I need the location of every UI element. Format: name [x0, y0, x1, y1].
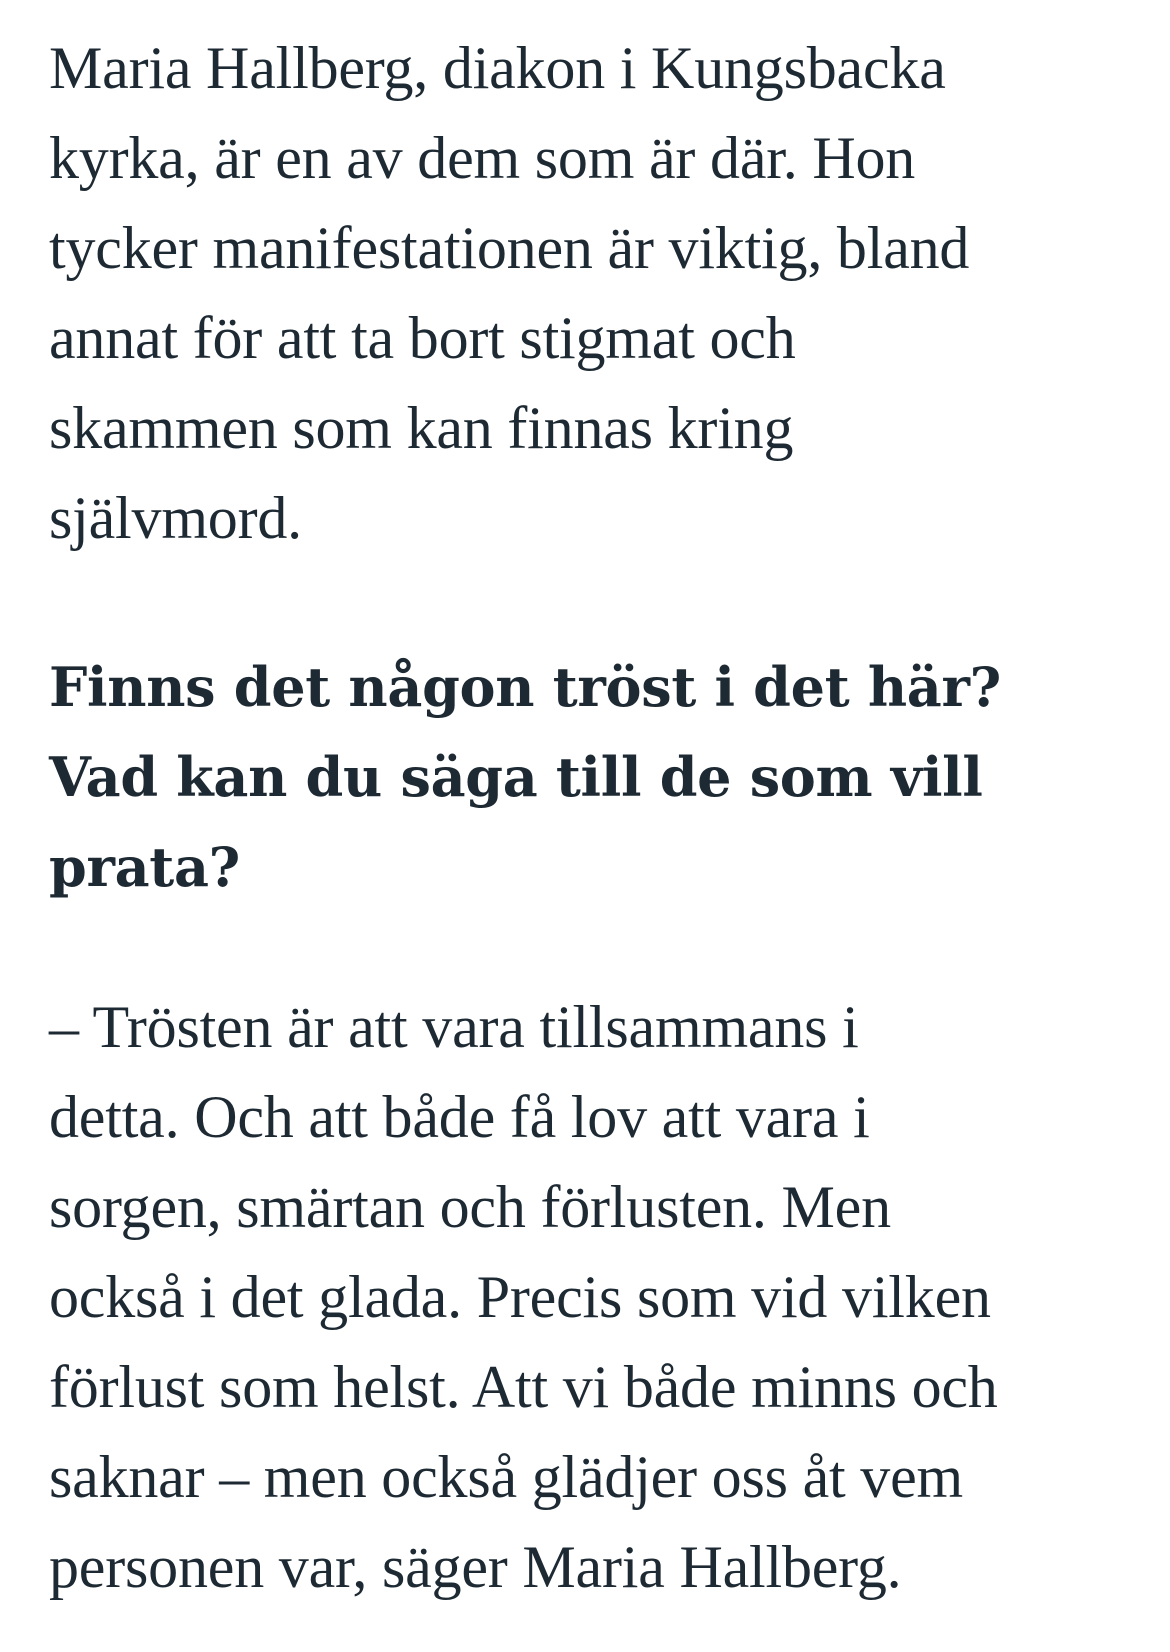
interview-question: Finns det någon tröst i det här? Vad kan du säga till de som vill prata? — [49, 655, 1001, 899]
article-paragraph-answer: – Trösten är att vara tillsammans i detta. Och att både få lov att vara i sorgen, smärtan och förlusten. Men också i det glada. Precis som vid vilken förlust som helst. Att vi både minns och saknar – men också glädjer oss åt vem personen var, säger Maria Hallberg. — [49, 994, 998, 1600]
article-paragraph-intro: Maria Hallberg, diakon i Kungsbacka kyrka, är en av dem som är där. Hon tycker manifestationen är viktig, bland annat för att ta bort stigmat och skammen som kan finnas kring självmord. — [49, 35, 970, 551]
